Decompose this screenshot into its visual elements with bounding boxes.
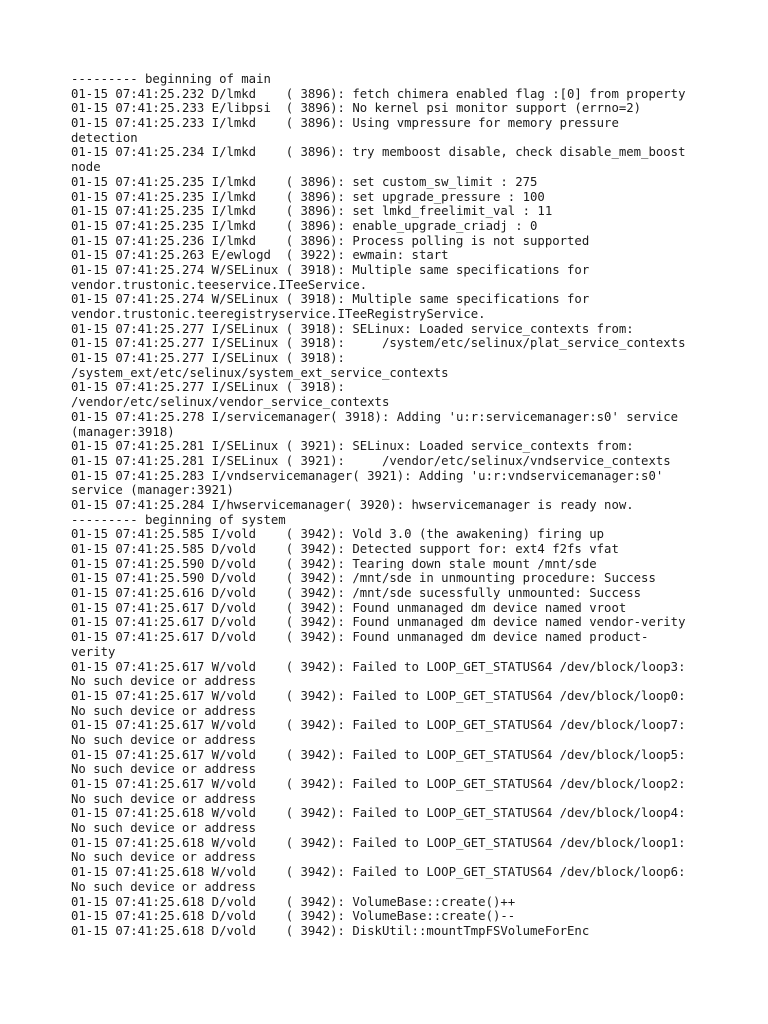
log-line: node	[71, 160, 101, 175]
log-line: 01-15 07:41:25.617 D/vold ( 3942): Found unmanaged dm device named vroot	[71, 600, 627, 615]
log-line: 01-15 07:41:25.284 I/hwservicemanager( 3920): hwservicemanager is ready now.	[71, 497, 634, 512]
log-line: 01-15 07:41:25.618 W/vold ( 3942): Failed to LOOP_GET_STATUS64 /dev/block/loop6:	[71, 865, 686, 880]
log-line: /system_ext/etc/selinux/system_ext_service_contexts	[71, 365, 449, 380]
log-line: 01-15 07:41:25.235 I/lmkd ( 3896): enable_upgrade_criadj : 0	[71, 218, 538, 233]
log-line: 01-15 07:41:25.616 D/vold ( 3942): /mnt/sde sucessfully unmounted: Success	[71, 586, 642, 601]
log-line: No such device or address	[71, 791, 257, 806]
log-line: 01-15 07:41:25.585 D/vold ( 3942): Detected support for: ext4 f2fs vfat	[71, 542, 619, 556]
log-line: No such device or address	[71, 879, 257, 894]
log-line: 01-15 07:41:25.590 D/vold ( 3942): /mnt/sde in unmounting procedure: Success	[71, 571, 656, 586]
log-line: No such device or address	[71, 762, 257, 777]
log-line: 01-15 07:41:25.618 W/vold ( 3942): Failed to LOOP_GET_STATUS64 /dev/block/loop1:	[71, 835, 686, 850]
log-line: 01-15 07:41:25.278 I/servicemanager( 3918): Adding 'u:r:servicemanager:s0' service	[71, 409, 679, 424]
log-line: --------- beginning of main	[71, 72, 271, 86]
log-line: (manager:3918)	[71, 424, 175, 439]
log-line: 01-15 07:41:25.590 D/vold ( 3942): Tearing down stale mount /mnt/sde	[71, 556, 597, 571]
log-line: service (manager:3921)	[71, 483, 234, 498]
log-line: 01-15 07:41:25.233 I/lmkd ( 3896): Using vmpressure for memory pressure	[71, 116, 619, 131]
log-line: 01-15 07:41:25.263 E/ewlogd ( 3922): ewmain: start	[71, 248, 449, 263]
log-line: 01-15 07:41:25.235 I/lmkd ( 3896): set custom_sw_limit : 275	[71, 174, 538, 189]
log-line: 01-15 07:41:25.277 I/SELinux ( 3918):	[71, 380, 345, 395]
log-line: vendor.trustonic.teeregistryservice.ITeeRegistryService.	[71, 307, 486, 321]
log-line: 01-15 07:41:25.232 D/lmkd ( 3896): fetch chimera enabled flag :[0] from property	[71, 86, 686, 101]
log-line: verity	[71, 644, 116, 659]
log-line: 01-15 07:41:25.585 I/vold ( 3942): Vold 3.0 (the awakening) firing up	[71, 527, 605, 542]
log-line: 01-15 07:41:25.236 I/lmkd ( 3896): Process polling is not supported	[71, 233, 590, 248]
log-line: No such device or address	[71, 674, 257, 689]
log-text-block	[71, 72, 711, 939]
log-line: No such device or address	[71, 821, 257, 836]
log-line: 01-15 07:41:25.283 I/vndservicemanager( 3921): Adding 'u:r:vndservicemanager:s0'	[71, 468, 664, 483]
log-line: 01-15 07:41:25.233 E/libpsi ( 3896): No kernel psi monitor support (errno=2)	[71, 101, 642, 116]
log-line: No such device or address	[71, 732, 257, 747]
log-line: --------- beginning of system	[71, 512, 286, 527]
log-line: 01-15 07:41:25.234 I/lmkd ( 3896): try memboost disable, check disable_mem_boost	[71, 145, 686, 160]
log-line: 01-15 07:41:25.277 I/SELinux ( 3918): /system/etc/selinux/plat_service_contexts	[71, 336, 686, 351]
log-line: 01-15 07:41:25.281 I/SELinux ( 3921): SELinux: Loaded service_contexts from:	[71, 439, 634, 454]
log-line: 01-15 07:41:25.274 W/SELinux ( 3918): Multiple same specifications for	[71, 262, 590, 277]
log-line: 01-15 07:41:25.618 D/vold ( 3942): VolumeBase::create()++	[71, 894, 516, 909]
log-line: 01-15 07:41:25.618 D/vold ( 3942): DiskUtil::mountTmpFSVolumeForEnc	[71, 923, 590, 938]
log-line: 01-15 07:41:25.281 I/SELinux ( 3921): /vendor/etc/selinux/vndservice_contexts	[71, 453, 671, 468]
log-line: 01-15 07:41:25.235 I/lmkd ( 3896): set lmkd_freelimit_val : 11	[71, 204, 553, 219]
log-line: 01-15 07:41:25.617 W/vold ( 3942): Failed to LOOP_GET_STATUS64 /dev/block/loop3:	[71, 659, 686, 674]
log-line: 01-15 07:41:25.274 W/SELinux ( 3918): Multiple same specifications for	[71, 292, 590, 307]
log-line: 01-15 07:41:25.617 D/vold ( 3942): Found unmanaged dm device named product-	[71, 630, 649, 645]
log-line: 01-15 07:41:25.277 I/SELinux ( 3918): SELinux: Loaded service_contexts from:	[71, 321, 634, 336]
log-line: /vendor/etc/selinux/vendor_service_contexts	[71, 395, 390, 410]
log-line: 01-15 07:41:25.617 W/vold ( 3942): Failed to LOOP_GET_STATUS64 /dev/block/loop2:	[71, 777, 686, 791]
log-line: No such device or address	[71, 850, 257, 865]
log-line: 01-15 07:41:25.618 W/vold ( 3942): Failed to LOOP_GET_STATUS64 /dev/block/loop4:	[71, 806, 686, 821]
log-line: 01-15 07:41:25.235 I/lmkd ( 3896): set upgrade_pressure : 100	[71, 189, 545, 204]
log-line: 01-15 07:41:25.617 D/vold ( 3942): Found unmanaged dm device named vendor-verity	[71, 615, 686, 630]
log-line: 01-15 07:41:25.617 W/vold ( 3942): Failed to LOOP_GET_STATUS64 /dev/block/loop0:	[71, 688, 686, 703]
log-line: 01-15 07:41:25.617 W/vold ( 3942): Failed to LOOP_GET_STATUS64 /dev/block/loop7:	[71, 718, 686, 733]
log-line: detection	[71, 130, 138, 145]
log-line: vendor.trustonic.teeservice.ITeeService.	[71, 277, 368, 292]
log-line: No such device or address	[71, 703, 257, 718]
log-line: 01-15 07:41:25.277 I/SELinux ( 3918):	[71, 351, 345, 366]
log-line: 01-15 07:41:25.618 D/vold ( 3942): VolumeBase::create()--	[71, 909, 516, 924]
log-line: 01-15 07:41:25.617 W/vold ( 3942): Failed to LOOP_GET_STATUS64 /dev/block/loop5:	[71, 747, 686, 762]
